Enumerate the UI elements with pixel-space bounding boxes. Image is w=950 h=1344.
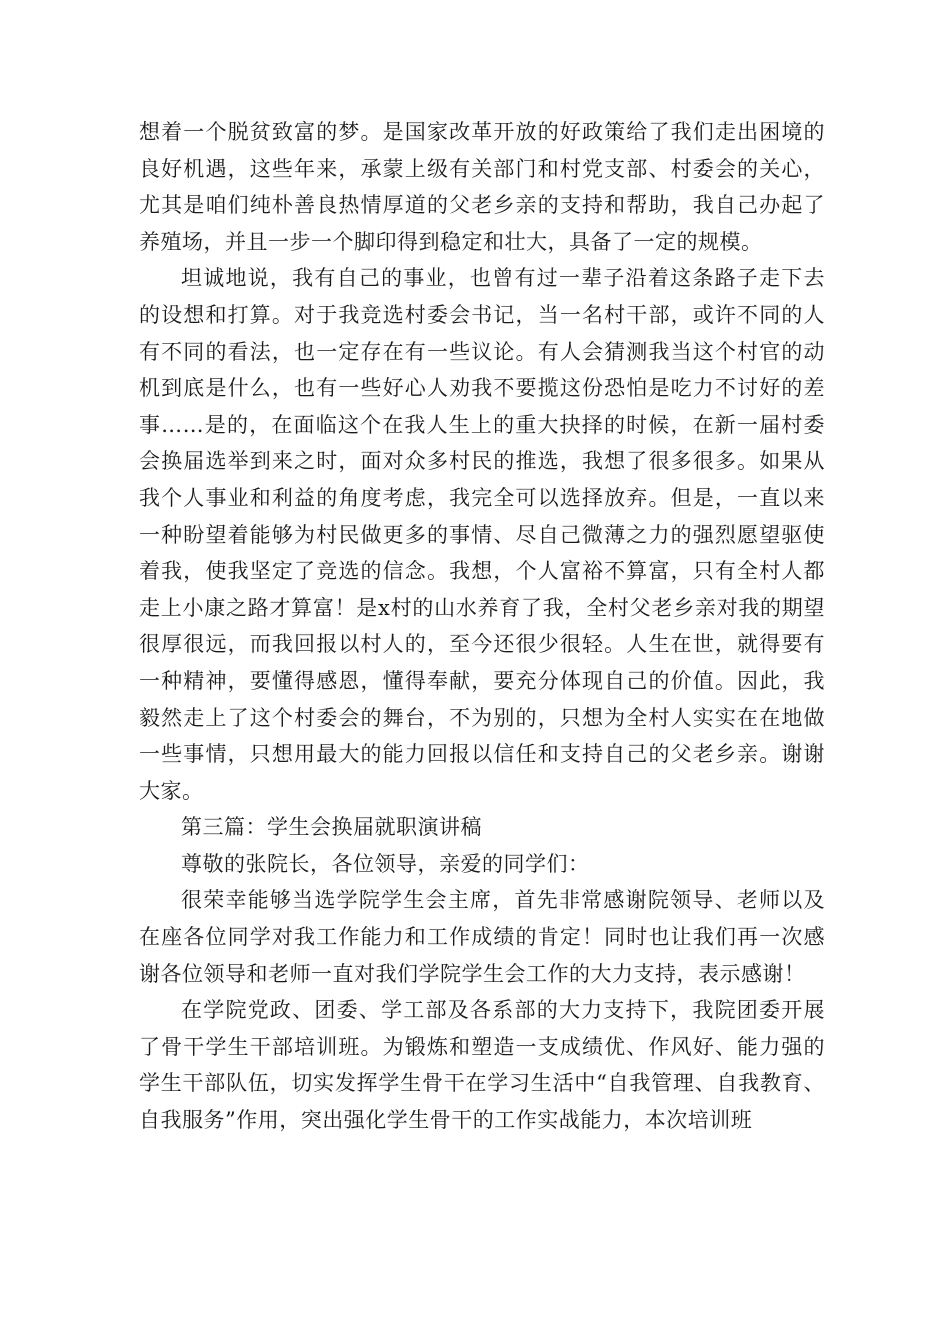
section-heading: 第三篇：学生会换届就职演讲稿 — [181, 815, 482, 840]
paragraph-candidacy: 坦诚地说，我有自己的事业，也曾有过一辈子沿着这条路子走下去的设想和打算。对于我竞选村委会书记，当一名村干部，或许不同的人有不同的看法，也一定存在有一些议论。有人会猜测我当这个村官的动机到底是什么，也有一些好心人劝我不要揽这份恐怕是吃力不讨好的差事……是的，在面临这个在我人生上的重大抉择的时候，在新一届村委会换届选举到来之时，面对众多村民的推选，我想了很多很多。如果从我个人事业和利益的角度考虑，我完全可以选择放弃。但是，一直以来一种盼望着能够为村民做更多的事情、尽自己微薄之力的强烈愿望驱使着我，使我坚定了竞选的信念。我想，个人富裕不算富，只有全村人都走上小康之路才算富！是x村的山水养育了我，全村父老乡亲对我的期望很厚很远，而我回报以村人的，至今还很少很轻。人生在世，就得要有一种精神，要懂得感恩，懂得奉献，要充分体现自己的价值。因此，我毅然走上了这个村委会的舞台，不为别的，只想为全村人实实在在地做一些事情，只想用最大的能力回报以信任和支持自己的父老乡亲。谢谢大家。 — [139, 266, 825, 803]
salutation: 尊敬的张院长，各位领导，亲爱的同学们： — [181, 851, 590, 876]
paragraph-thanks: 很荣幸能够当选学院学生会主席，首先非常感谢院领导、老师以及在座各位同学对我工作能力和工作成绩的肯定！同时也让我们再一次感谢各位领导和老师一直对我们学院学生会工作的大力支持，表示感谢！ — [139, 888, 825, 986]
paragraph-training: 在学院党政、团委、学工部及各系部的大力支持下，我院团委开展了骨干学生干部培训班。为锻炼和塑造一支成绩优、作风好、能力强的学生干部队伍，切实发挥学生骨干在学习生活中“自我管理、自我教育、自我服务”作用，突出强化学生骨干的工作实战能力，本次培训班 — [139, 998, 825, 1133]
paragraph-continuation: 想着一个脱贫致富的梦。是国家改革开放的好政策给了我们走出困境的良好机遇，这些年来，承蒙上级有关部门和村党支部、村委会的关心，尤其是咱们纯朴善良热情厚道的父老乡亲的支持和帮助，我自己办起了养殖场，并且一步一个脚印得到稳定和壮大，具备了一定的规模。 — [139, 120, 825, 254]
document-body — [139, 114, 825, 1139]
